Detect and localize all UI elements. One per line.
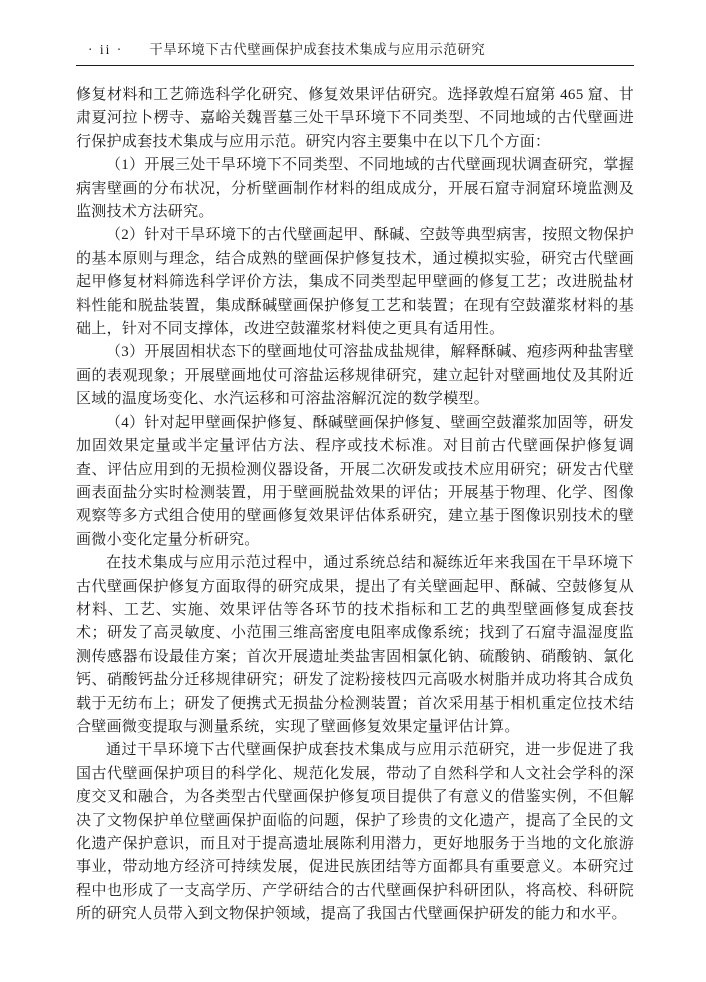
- page-body: [76, 84, 634, 927]
- page-number: · ii ·: [88, 42, 124, 57]
- paragraph: 修复材料和工艺筛选科学化研究、修复效果评估研究。选择敦煌石窟第 465 窟、甘肃夏河拉卜楞寺、嘉峪关魏晋墓三处干旱环境下不同类型、不同地域的古代壁画进行保护成套技术集成与应用示范。研究内容主要集中在以下几个方面：: [76, 87, 635, 150]
- paragraph: （1）开展三处干旱环境下不同类型、不同地域的古代壁画现状调查研究，掌握病害壁画的分布状况，分析壁画制作材料的组成成分，开展石窟寺洞窟环境监测及监测技术方法研究。: [76, 157, 635, 221]
- paragraph: （2）针对干旱环境下的古代壁画起甲、酥碱、空鼓等典型病害，按照文物保护的基本原则与理念，结合成熟的壁画保护修复技术，通过模拟实验，研究古代壁画起甲修复材料筛选科学评价方法，集成不同类型起甲壁画的修复工艺；改进脱盐材料性能和脱盐装置，集成酥碱壁画保护修复工艺和装置；在现有空鼓灌浆材料的基础上，针对不同支撑体，改进空鼓灌浆材料使之更具有适用性。: [76, 227, 635, 338]
- paragraph: 在技术集成与应用示范过程中，通过系统总结和凝练近年来我国在干旱环境下古代壁画保护修复方面取得的研究成果，提出了有关壁画起甲、酥碱、空鼓修复从材料、工艺、实施、效果评估等各环节的技术指标和工艺的典型壁画修复成套技术；研发了高灵敏度、小范围三维高密度电阻率成像系统；找到了石窟寺温湿度监测传感器布设最佳方案；首次开展遗址类盐害固相氯化钠、硫酸钠、硝酸钠、氯化钙、硝酸钙盐分迁移规律研究；研发了淀粉接枝四元高吸水树脂并成功将其合成负载于无纺布上；研发了便携式无损盐分检测装置；首次采用基于相机重定位技术结合壁画微变提取与测量系统，实现了壁画修复效果定量评估计算。: [76, 555, 634, 735]
- paragraph: （4）针对起甲壁画保护修复、酥碱壁画保护修复、壁画空鼓灌浆加固等，研发加固效果定量或半定量评估方法、程序或技术标准。对目前古代壁画保护修复调查、评估应用到的无损检测仪器设备，开展二次研发或技术应用研究；研发古代壁画表面盐分实时检测装置，用于壁画脱盐效果的评估；开展基于物理、化学、图像观察等多方式组合使用的壁画修复效果评估体系研究，建立基于图像识别技术的壁画微小变化定量分析研究。: [76, 414, 635, 548]
- page-header: [76, 41, 634, 66]
- running-title: 干旱环境下古代壁画保护成套技术集成与应用示范研究: [149, 42, 486, 57]
- paragraph: 通过干旱环境下古代壁画保护成套技术集成与应用示范研究，进一步促进了我国古代壁画保护项目的科学化、规范化发展，带动了自然科学和人文社会学科的深度交叉和融合，为各类型古代壁画保护修复项目提供了有意义的借鉴实例，不但解决了文物保护单位壁画保护面临的问题，保护了珍贵的文化遗产，提高了全民的文化遗产保护意识，而且对于提高遗址展陈利用潜力，更好地服务于当地的文化旅游事业，带动地方经济可持续发展，促进民族团结等方面都具有重要意义。本研究过程中也形成了一支高学历、产学研结合的古代壁画保护科研团队，将高校、科研院所的研究人员带入到文物保护领域，提高了我国古代壁画保护研发的能力和水平。: [76, 742, 634, 923]
- paragraph: （3）开展固相状态下的壁画地仗可溶盐成盐规律，解释酥碱、疱疹两种盐害壁画的表观现象；开展壁画地仗可溶盐运移规律研究，建立起针对壁画地仗及其附近区域的温度场变化、水汽运移和可溶盐溶解沉淀的数学模型。: [76, 344, 635, 408]
